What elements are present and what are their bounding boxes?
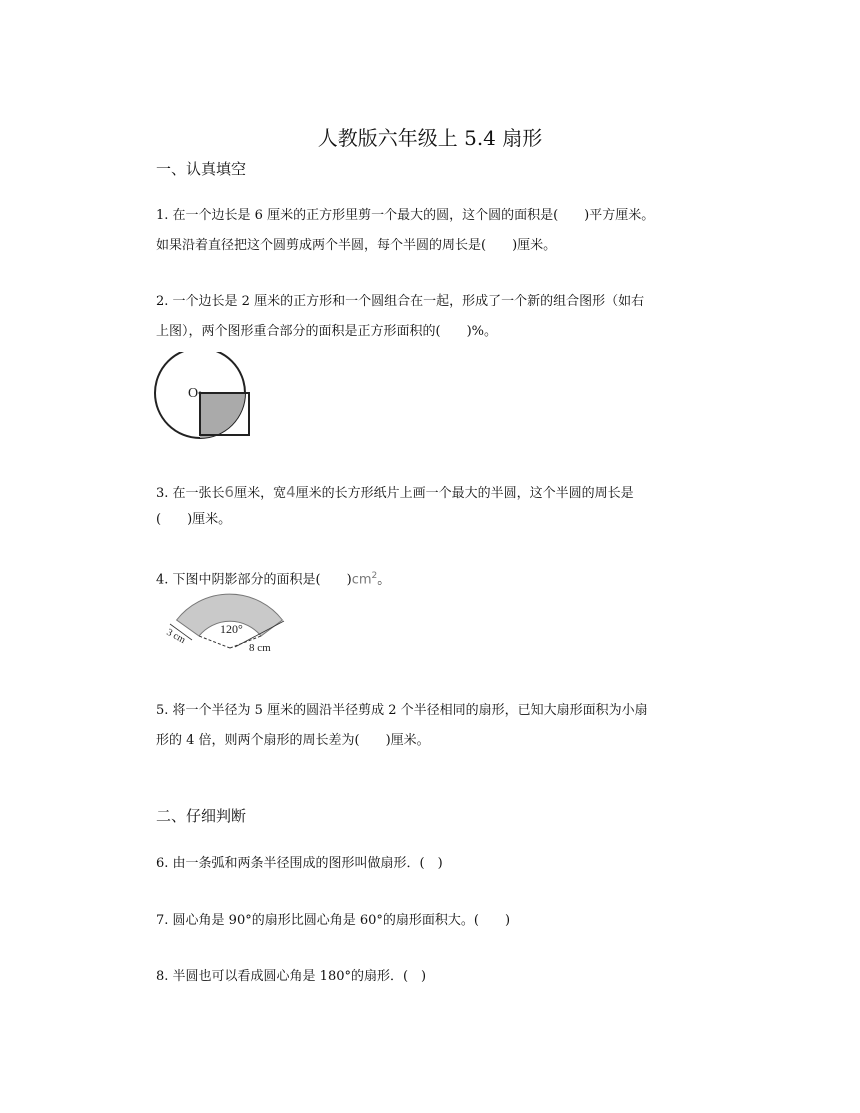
- question-7: 7. 圆心角是 90°的扇形比圆心角是 60°的扇形面积大。( ): [156, 913, 511, 928]
- question-3-length-value: 6: [224, 483, 235, 501]
- question-3-text-a: 3. 在一张长: [156, 486, 225, 501]
- question-5-line-2: 形的 4 倍，则两个扇形的周长差为( )厘米。: [156, 733, 430, 748]
- question-2-line-2: 上图），两个图形重合部分的面积是正方形面积的( )%。: [156, 324, 497, 339]
- overlap-shaded-region: [200, 393, 245, 438]
- question-8: 8. 半圆也可以看成圆心角是 180°的扇形．( ): [156, 969, 427, 984]
- page-title: 人教版六年级上 5.4 扇形: [317, 126, 543, 150]
- radius-label: 8 cm: [249, 642, 271, 654]
- question-4-unit: cm: [351, 572, 372, 588]
- circle-square-figure: [152, 352, 256, 440]
- angle-label: 120°: [220, 622, 243, 636]
- center-label: O: [188, 386, 199, 401]
- section-heading-judge: 二、仔细判断: [156, 807, 247, 825]
- annulus-sector-figure: [160, 582, 300, 654]
- left-radius-line: [199, 636, 230, 648]
- question-4-end: 。: [377, 572, 391, 588]
- question-4-text: 4. 下图中阴影部分的面积是( ): [156, 572, 352, 588]
- width-label: 3 cm: [164, 626, 188, 646]
- question-1-line-2: 如果沿着直径把这个圆剪成两个半圆，每个半圆的周长是( )厘米。: [156, 238, 557, 253]
- center-point: [199, 392, 202, 395]
- question-4-unit-exponent: 2: [371, 571, 378, 581]
- question-3-width-value: 4: [286, 483, 296, 501]
- question-5-line-1: 5. 将一个半径为 5 厘米的圆沿半径剪成 2 个半径相同的扇形，已知大扇形面积为小扇: [156, 703, 648, 718]
- question-3-line-2: ( )厘米。: [156, 512, 232, 527]
- section-heading-fill: 一、认真填空: [156, 160, 247, 178]
- question-3-text-c: 厘米的长方形纸片上画一个最大的半圆，这个半圆的周长是: [295, 486, 634, 501]
- question-3-text-b: 厘米，宽: [234, 486, 287, 501]
- question-2-line-1: 2. 一个边长是 2 厘米的正方形和一个圆组合在一起，形成了一个新的组合图形（如右: [156, 294, 645, 309]
- question-6: 6. 由一条弧和两条半径围成的图形叫做扇形．( ): [156, 856, 443, 871]
- question-1-line-1: 1. 在一个边长是 6 厘米的正方形里剪一个最大的圆，这个圆的面积是( )平方厘米。: [156, 208, 655, 223]
- question-3-line-1: [156, 482, 634, 504]
